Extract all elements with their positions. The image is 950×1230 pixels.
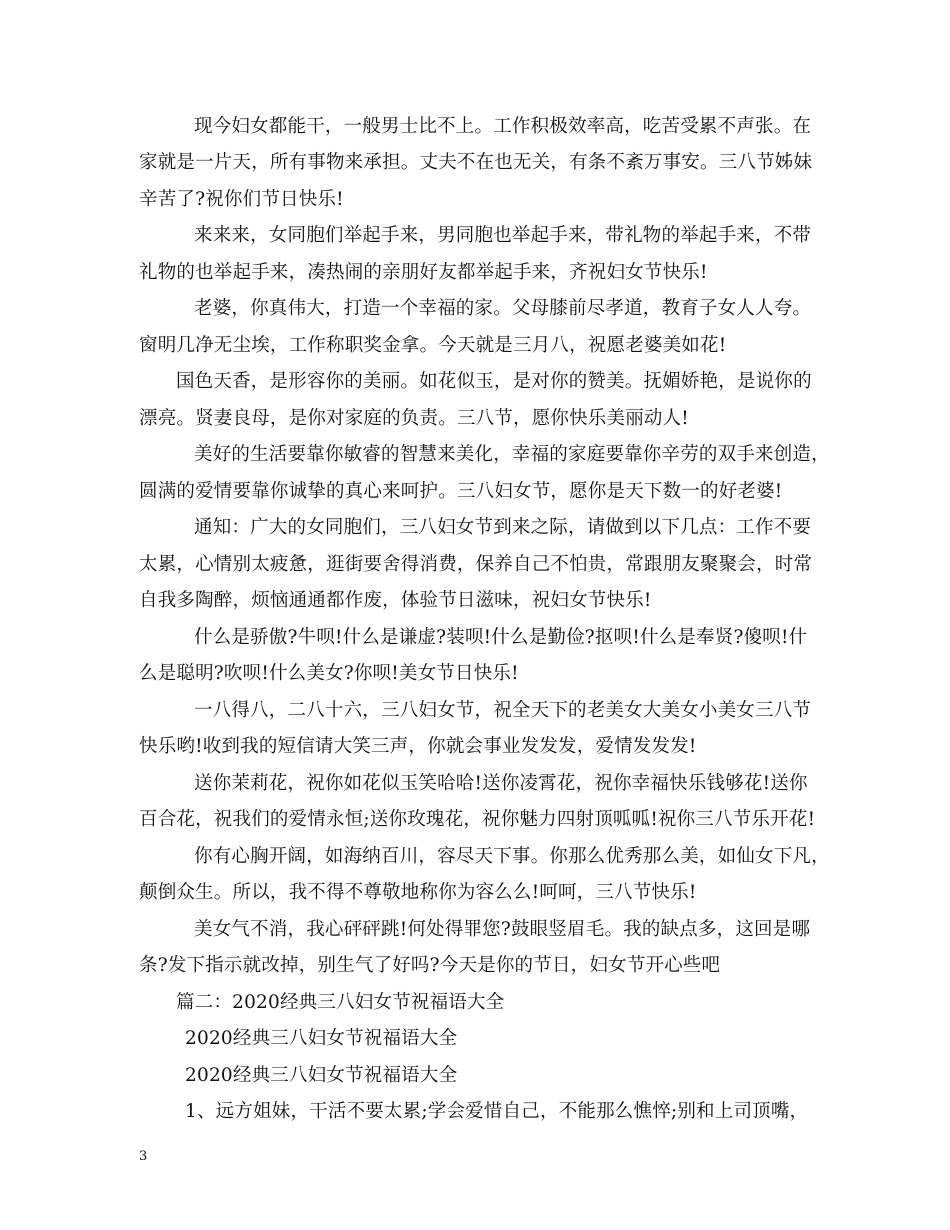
text-line: 圆满的爱情要靠你诚挚的真心来呵护。三八妇女节，愿你是天下数一的好老婆! bbox=[139, 481, 783, 502]
text-line: 辛苦了?祝你们节日快乐! bbox=[139, 189, 344, 210]
text-line: 窗明几净无尘埃，工作称职奖金拿。今天就是三月八，祝愿老婆美如花! bbox=[139, 335, 727, 356]
section-heading: 篇二：2020经典三八妇女节祝福语大全 bbox=[176, 992, 505, 1013]
text-line: 百合花，祝我们的爱情永恒;送你玫瑰花，祝你魅力四射顶呱呱!祝你三八节乐开花! bbox=[139, 809, 816, 830]
text-line: 么是聪明?吹呗!什么美女?你呗!美女节日快乐! bbox=[139, 663, 519, 684]
text-line: 快乐哟!收到我的短信请大笑三声，你就会事业发发发，爱情发发发! bbox=[139, 736, 697, 757]
text-line: 1、远方姐妹，干活不要太累;学会爱惜自己，不能那么憔悴;别和上司顶嘴， bbox=[185, 1101, 809, 1122]
text-line: 送你茉莉花，祝你如花似玉笑哈哈!送你凌霄花，祝你幸福快乐钱够花!送你 bbox=[194, 773, 808, 794]
text-line: 老婆，你真伟大，打造一个幸福的家。父母膝前尽孝道，教育子女人人夸。 bbox=[194, 298, 812, 319]
text-line: 自我多陶醉，烦恼通通都作废，体验节日滋味，祝妇女节快乐! bbox=[139, 590, 652, 611]
section-title: 2020经典三八妇女节祝福语大全 bbox=[185, 1028, 458, 1049]
text-line: 美好的生活要靠你敏睿的智慧来美化，幸福的家庭要靠你辛劳的双手来创造， bbox=[194, 444, 830, 465]
text-line: 美女气不消，我心砰砰跳!何处得罪您?鼓眼竖眉毛。我的缺点多，这回是哪 bbox=[194, 919, 811, 940]
page-number: 3 bbox=[139, 1149, 148, 1164]
text-line: 你有心胸开阔，如海纳百川，容尽天下事。你那么优秀那么美，如仙女下凡， bbox=[194, 846, 830, 867]
text-line: 通知：广大的女同胞们，三八妇女节到来之际，请做到以下几点：工作不要 bbox=[194, 517, 812, 538]
text-line: 家就是一片天，所有事物来承担。丈夫不在也无关，有条不紊万事安。三八节姊妹 bbox=[139, 152, 813, 173]
text-line: 来来来，女同胞们举起手来，男同胞也举起手来，带礼物的举起手来，不带 bbox=[194, 225, 812, 246]
text-line: 漂亮。贤妻良母，是你对家庭的负责。三八节，愿你快乐美丽动人! bbox=[139, 408, 689, 429]
text-line: 礼物的也举起手来，凑热闹的亲朋好友都举起手来，齐祝妇女节快乐! bbox=[139, 262, 708, 283]
text-line: 条?发下指示就改掉，别生气了好吗?今天是你的节日，妇女节开心些吧 bbox=[139, 955, 721, 976]
text-line: 一八得八，二八十六，三八妇女节，祝全天下的老美女大美女小美女三八节 bbox=[194, 700, 812, 721]
text-line: 什么是骄傲?牛呗!什么是谦虚?装呗!什么是勤俭?抠呗!什么是奉贤?傻呗!什 bbox=[194, 627, 808, 648]
text-line: 国色天香，是形容你的美丽。如花似玉，是对你的赞美。抚媚娇艳，是说你的 bbox=[176, 371, 812, 392]
section-title: 2020经典三八妇女节祝福语大全 bbox=[185, 1065, 458, 1086]
text-line: 太累，心情别太疲惫，逛街要舍得消费，保养自己不怕贵，常跟朋友聚聚会，时常 bbox=[139, 554, 813, 575]
text-line: 现今妇女都能干，一般男士比不上。工作积极效率高，吃苦受累不声张。在 bbox=[194, 116, 812, 137]
text-line: 颠倒众生。所以，我不得不尊敬地称你为容么么!呵呵，三八节快乐! bbox=[139, 882, 697, 903]
